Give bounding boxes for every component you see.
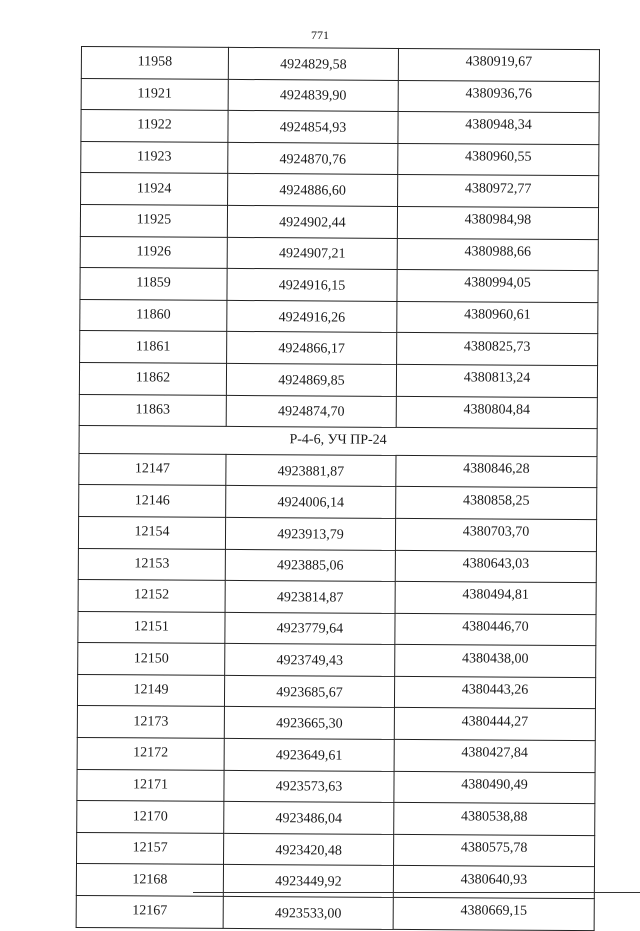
point-number-cell: 12150 <box>78 643 225 675</box>
coordinate-y-cell: 4380919,67 <box>398 48 599 81</box>
table-row <box>79 453 597 488</box>
coordinate-x-cell: 4924839,90 <box>228 79 398 112</box>
point-number-cell: 12168 <box>76 864 223 896</box>
table-row <box>80 268 598 303</box>
point-number-cell: 12151 <box>78 611 225 643</box>
coordinate-y-cell: 4380994,05 <box>397 270 598 303</box>
coordinate-y-cell: 4380804,84 <box>396 396 597 429</box>
table-row <box>77 738 595 773</box>
point-number-cell: 12147 <box>79 453 226 485</box>
point-number-cell: 12170 <box>77 801 224 833</box>
coordinate-y-cell: 4380988,66 <box>397 238 598 271</box>
table-row <box>80 331 598 366</box>
coordinate-x-cell: 4924870,76 <box>228 142 398 175</box>
coordinate-x-cell: 4923913,79 <box>225 517 395 550</box>
coordinate-x-cell: 4923486,04 <box>224 802 394 835</box>
point-number-cell: 12154 <box>78 516 225 548</box>
point-number-cell: 11921 <box>81 78 228 110</box>
coordinate-x-cell: 4924916,26 <box>227 300 397 333</box>
coordinate-y-cell: 4380640,93 <box>393 866 594 899</box>
coordinate-x-cell: 4924907,21 <box>227 237 397 270</box>
point-number-cell: 11859 <box>80 268 227 300</box>
point-number-cell: 12167 <box>76 896 223 928</box>
table-row <box>80 299 598 334</box>
coordinate-y-cell: 4380446,70 <box>395 613 596 646</box>
table-row <box>79 485 597 520</box>
table-row <box>79 362 597 397</box>
point-number-cell: 12157 <box>77 832 224 864</box>
coordinate-x-cell: 4924869,85 <box>226 363 396 396</box>
coordinate-y-cell: 4380490,49 <box>394 771 595 804</box>
coordinate-x-cell: 4923749,43 <box>225 644 395 677</box>
coordinate-x-cell: 4923420,48 <box>224 833 394 866</box>
page-bottom-rule <box>193 892 640 893</box>
coordinate-y-cell: 4380984,98 <box>397 206 598 239</box>
table-row <box>78 580 596 615</box>
point-number-cell: 11862 <box>79 362 226 394</box>
table-row <box>78 548 596 583</box>
point-number-cell: 11923 <box>81 141 228 173</box>
coordinate-x-cell: 4924866,17 <box>227 332 397 365</box>
point-number-cell: 11958 <box>81 47 228 79</box>
point-number-cell: 11860 <box>80 299 227 331</box>
point-number-cell: 11926 <box>80 236 227 268</box>
point-number-cell: 11924 <box>81 173 228 205</box>
point-number-cell: 12173 <box>77 706 224 738</box>
table-body-top <box>79 47 599 429</box>
coordinate-x-cell: 4924902,44 <box>227 205 397 238</box>
table-row <box>80 204 598 239</box>
table-row <box>81 47 599 82</box>
point-number-cell: 11861 <box>80 331 227 363</box>
table-row <box>81 141 599 176</box>
coordinate-y-cell: 4380575,78 <box>393 834 594 867</box>
coordinate-x-cell: 4923665,30 <box>224 707 394 740</box>
table-row <box>77 706 595 741</box>
coordinate-y-cell: 4380960,61 <box>397 301 598 334</box>
coordinate-y-cell: 4380846,28 <box>396 455 597 488</box>
table-row <box>78 611 596 646</box>
table-row <box>76 864 594 899</box>
coordinate-x-cell: 4924854,93 <box>228 111 398 144</box>
table-row <box>76 896 594 931</box>
coordinate-y-cell: 4380643,03 <box>395 550 596 583</box>
coordinate-x-cell: 4923685,67 <box>224 675 394 708</box>
coordinate-y-cell: 4380960,55 <box>398 143 599 176</box>
coordinate-y-cell: 4380813,24 <box>396 364 597 397</box>
point-number-cell: 12146 <box>79 485 226 517</box>
table-row <box>77 674 595 709</box>
table-row <box>79 394 597 429</box>
table-row <box>81 78 599 113</box>
coordinate-x-cell: 4923779,64 <box>225 612 395 645</box>
coordinates-table <box>76 46 600 931</box>
coordinate-x-cell: 4923885,06 <box>225 549 395 582</box>
point-number-cell: 12149 <box>77 674 224 706</box>
coordinate-x-cell: 4923573,63 <box>224 770 394 803</box>
table-row <box>78 516 596 551</box>
coordinate-y-cell: 4380444,27 <box>394 708 595 741</box>
point-number-cell: 12153 <box>78 548 225 580</box>
coordinate-y-cell: 4380669,15 <box>393 897 594 930</box>
coordinate-x-cell: 4924874,70 <box>226 395 396 428</box>
point-number-cell: 11925 <box>80 204 227 236</box>
coordinate-y-cell: 4380948,34 <box>398 112 599 145</box>
section-title: Р-4-6, УЧ ПР-24 <box>79 426 597 457</box>
table-row <box>77 769 595 804</box>
table-row <box>77 801 595 836</box>
page-number: 771 <box>311 28 329 42</box>
coordinate-y-cell: 4380494,81 <box>395 582 596 615</box>
coordinate-y-cell: 4380936,76 <box>398 80 599 113</box>
point-number-cell: 12172 <box>77 738 224 770</box>
coordinate-y-cell: 4380972,77 <box>398 175 599 208</box>
coordinates-table-container <box>76 46 599 931</box>
coordinate-x-cell: 4923449,92 <box>223 865 393 898</box>
table-row <box>77 832 595 867</box>
coordinate-y-cell: 4380438,00 <box>395 645 596 678</box>
coordinate-y-cell: 4380427,84 <box>394 739 595 772</box>
coordinate-y-cell: 4380703,70 <box>395 518 596 551</box>
coordinate-x-cell: 4923814,87 <box>225 580 395 613</box>
table-row <box>78 643 596 678</box>
coordinate-y-cell: 4380825,73 <box>397 333 598 366</box>
coordinate-x-cell: 4923881,87 <box>226 454 396 487</box>
coordinate-x-cell: 4924006,14 <box>226 486 396 519</box>
coordinate-y-cell: 4380443,26 <box>394 676 595 709</box>
coordinate-x-cell: 4924886,60 <box>228 174 398 207</box>
table-section <box>79 426 597 457</box>
table-row <box>81 110 599 145</box>
coordinate-y-cell: 4380538,88 <box>394 803 595 836</box>
coordinate-x-cell: 4923649,61 <box>224 738 394 771</box>
table-body-bottom <box>76 453 597 930</box>
table-row <box>81 173 599 208</box>
coordinate-x-cell: 4924829,58 <box>228 47 398 80</box>
point-number-cell: 12152 <box>78 580 225 612</box>
coordinate-x-cell: 4923533,00 <box>223 896 393 929</box>
coordinate-x-cell: 4924916,15 <box>227 269 397 302</box>
point-number-cell: 11863 <box>79 394 226 426</box>
point-number-cell: 12171 <box>77 769 224 801</box>
coordinate-y-cell: 4380858,25 <box>396 487 597 520</box>
table-row <box>80 236 598 271</box>
point-number-cell: 11922 <box>81 110 228 142</box>
section-row <box>79 426 597 457</box>
